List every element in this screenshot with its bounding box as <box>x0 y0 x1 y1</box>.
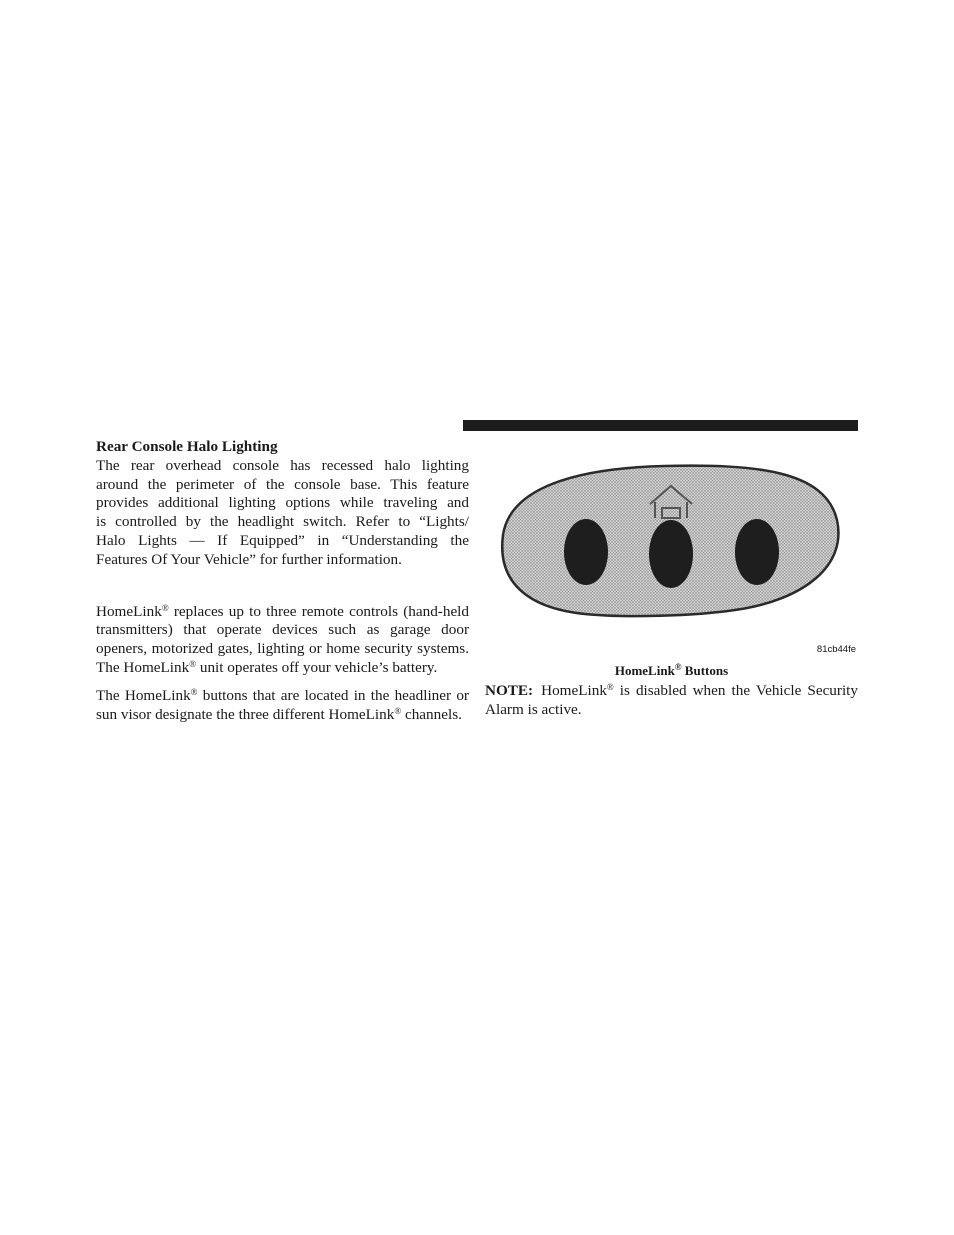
homelink-button-3 <box>735 519 779 585</box>
registered-mark: ® <box>190 686 198 697</box>
halo-line: around the perimeter of the console base. This feature <box>96 475 469 493</box>
registered-mark: ® <box>394 705 402 716</box>
text: HomeLink <box>96 602 162 620</box>
registered-mark: ® <box>161 602 169 613</box>
text: channels. <box>401 705 462 723</box>
registered-mark: ® <box>674 662 682 672</box>
halo-line: Halo Lights — If Equipped” in “Understanding the <box>96 531 469 549</box>
homelink-figure <box>485 460 858 660</box>
text: buttons that are located in the headliner or sun visor designate the three different HomeLink <box>96 686 469 723</box>
text: HomeLink <box>614 663 675 678</box>
homelink-button-1 <box>564 519 608 585</box>
halo-paragraph <box>96 457 469 570</box>
section-heading: Rear Console Halo Lighting <box>96 438 278 455</box>
note-label: NOTE: <box>485 682 534 699</box>
homelink-button-2 <box>649 520 693 588</box>
halo-line: provides additional lighting options while traveling and <box>96 494 469 512</box>
section-rule <box>463 420 858 431</box>
halo-line: The rear overhead console has recessed halo lighting <box>96 456 469 474</box>
homelink-paragraph-1 <box>96 603 469 678</box>
registered-mark: ® <box>189 658 197 669</box>
halo-line: Features Of Your Vehicle” for further information. <box>96 550 402 568</box>
text: HomeLink <box>541 682 607 699</box>
text: unit operates off your vehicle’s battery. <box>196 658 438 676</box>
figure-code: 81cb44fe <box>816 644 856 655</box>
halo-line: is controlled by the headlight switch. Refer to “Lights/ <box>96 513 469 531</box>
text: is disabled when the Vehicle Security Alarm is active. <box>485 682 858 718</box>
text: Buttons <box>681 663 729 678</box>
homelink-buttons-illustration <box>485 460 858 660</box>
registered-mark: ® <box>606 682 614 692</box>
note-paragraph <box>485 682 858 720</box>
homelink-paragraph-2 <box>96 687 469 725</box>
left-column <box>96 438 469 724</box>
text: replaces up to three remote controls (hand-held transmitters) that operate devices such as garage door openers, motorized gates, lighting or home security systems. The HomeLink <box>96 602 469 676</box>
text: The HomeLink <box>96 686 191 704</box>
figure-caption <box>485 663 858 679</box>
